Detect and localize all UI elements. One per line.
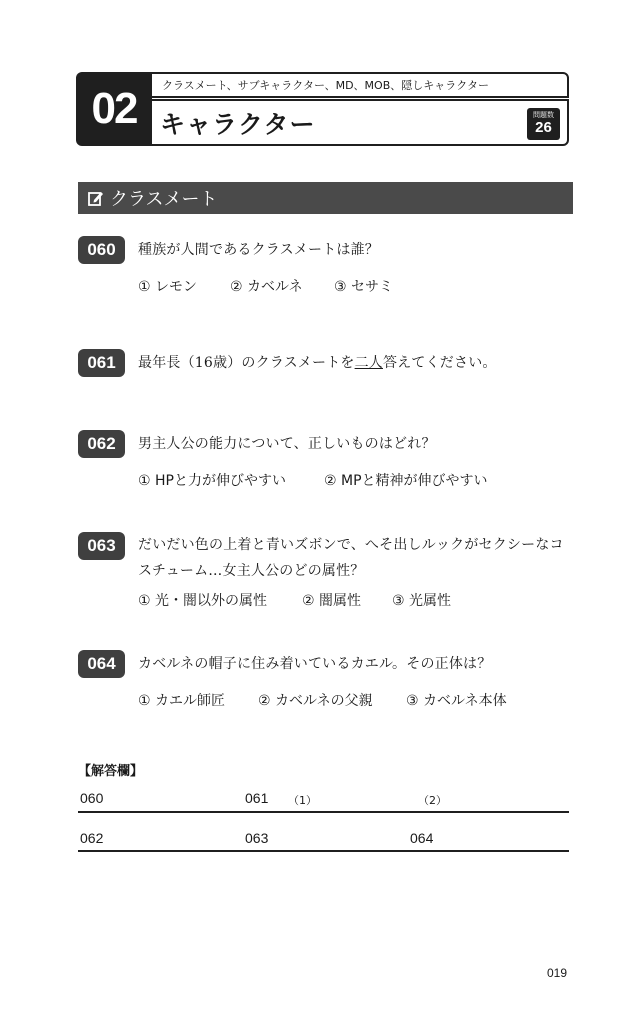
question-text-emphasis: 二人 [354, 355, 383, 371]
answer-field-label: 063 [245, 830, 269, 846]
question-number: 064 [78, 650, 125, 678]
question-count-value: 26 [535, 119, 552, 136]
answer-field-label: 064 [410, 830, 434, 846]
choice-list [138, 690, 507, 710]
question-count-badge [527, 108, 560, 140]
answer-subfield-label: （1） [288, 794, 317, 807]
chapter-number-box [76, 72, 152, 146]
chapter-subtitle-box [150, 72, 569, 98]
choice: ① 光・闇以外の属性 [138, 593, 268, 609]
question-text: だいだい色の上着と青いズボンで、へそ出しルックがセクシーなコスチューム…女主人公のどの属性？ [138, 537, 564, 579]
question-text: カベルネの帽子に住み着いているカエル。その正体は？ [138, 656, 492, 672]
answer-area-label: 【解答欄】 [78, 764, 144, 779]
question-text-part: 最年長（16歳）のクラスメートを [138, 355, 355, 371]
chapter-subtitle: クラスメート、サブキャラクター、MD、MOB、隠しキャラクター [162, 79, 490, 92]
question-number: 061 [78, 349, 125, 377]
question-number: 063 [78, 532, 125, 560]
choice-list [138, 276, 393, 296]
choice: ③ セサミ [334, 279, 394, 295]
choice: ① HPと力が伸びやすい [138, 473, 286, 489]
question-text [138, 350, 570, 376]
choice: ③ カベルネ本体 [406, 693, 507, 709]
pencil-note-icon [88, 190, 104, 206]
section-header [78, 182, 573, 214]
choice: ② MPと精神が伸びやすい [324, 473, 488, 489]
choice-list [138, 470, 488, 490]
question-text: 男主人公の能力について、正しいものはどれ？ [138, 436, 436, 452]
question-text: 種族が人間であるクラスメートは誰？ [138, 242, 379, 258]
chapter-title-box [150, 99, 569, 146]
question-number: 060 [78, 236, 125, 264]
answer-line [78, 850, 569, 852]
chapter-number: 02 [91, 84, 137, 133]
question-count-label: 問題数 [533, 111, 554, 119]
choice: ③ 光属性 [392, 593, 452, 609]
choice-list [138, 590, 451, 610]
choice: ② カベルネの父親 [258, 693, 373, 709]
answer-line [78, 811, 569, 813]
choice: ② カベルネ [230, 279, 303, 295]
answer-field-label: 062 [80, 830, 104, 846]
choice: ① レモン [138, 279, 198, 295]
question-number: 062 [78, 430, 125, 458]
choice: ② 闇属性 [302, 593, 362, 609]
answer-field-label: 061 [245, 790, 269, 806]
answer-field-label: 060 [80, 790, 104, 806]
question-text-part: 答えてください。 [383, 355, 497, 371]
section-title: クラスメート [110, 189, 218, 210]
answer-subfield-label: （2） [418, 794, 447, 807]
chapter-title: キャラクター [160, 109, 316, 139]
choice: ① カエル師匠 [138, 693, 226, 709]
page-number: 019 [547, 966, 568, 980]
